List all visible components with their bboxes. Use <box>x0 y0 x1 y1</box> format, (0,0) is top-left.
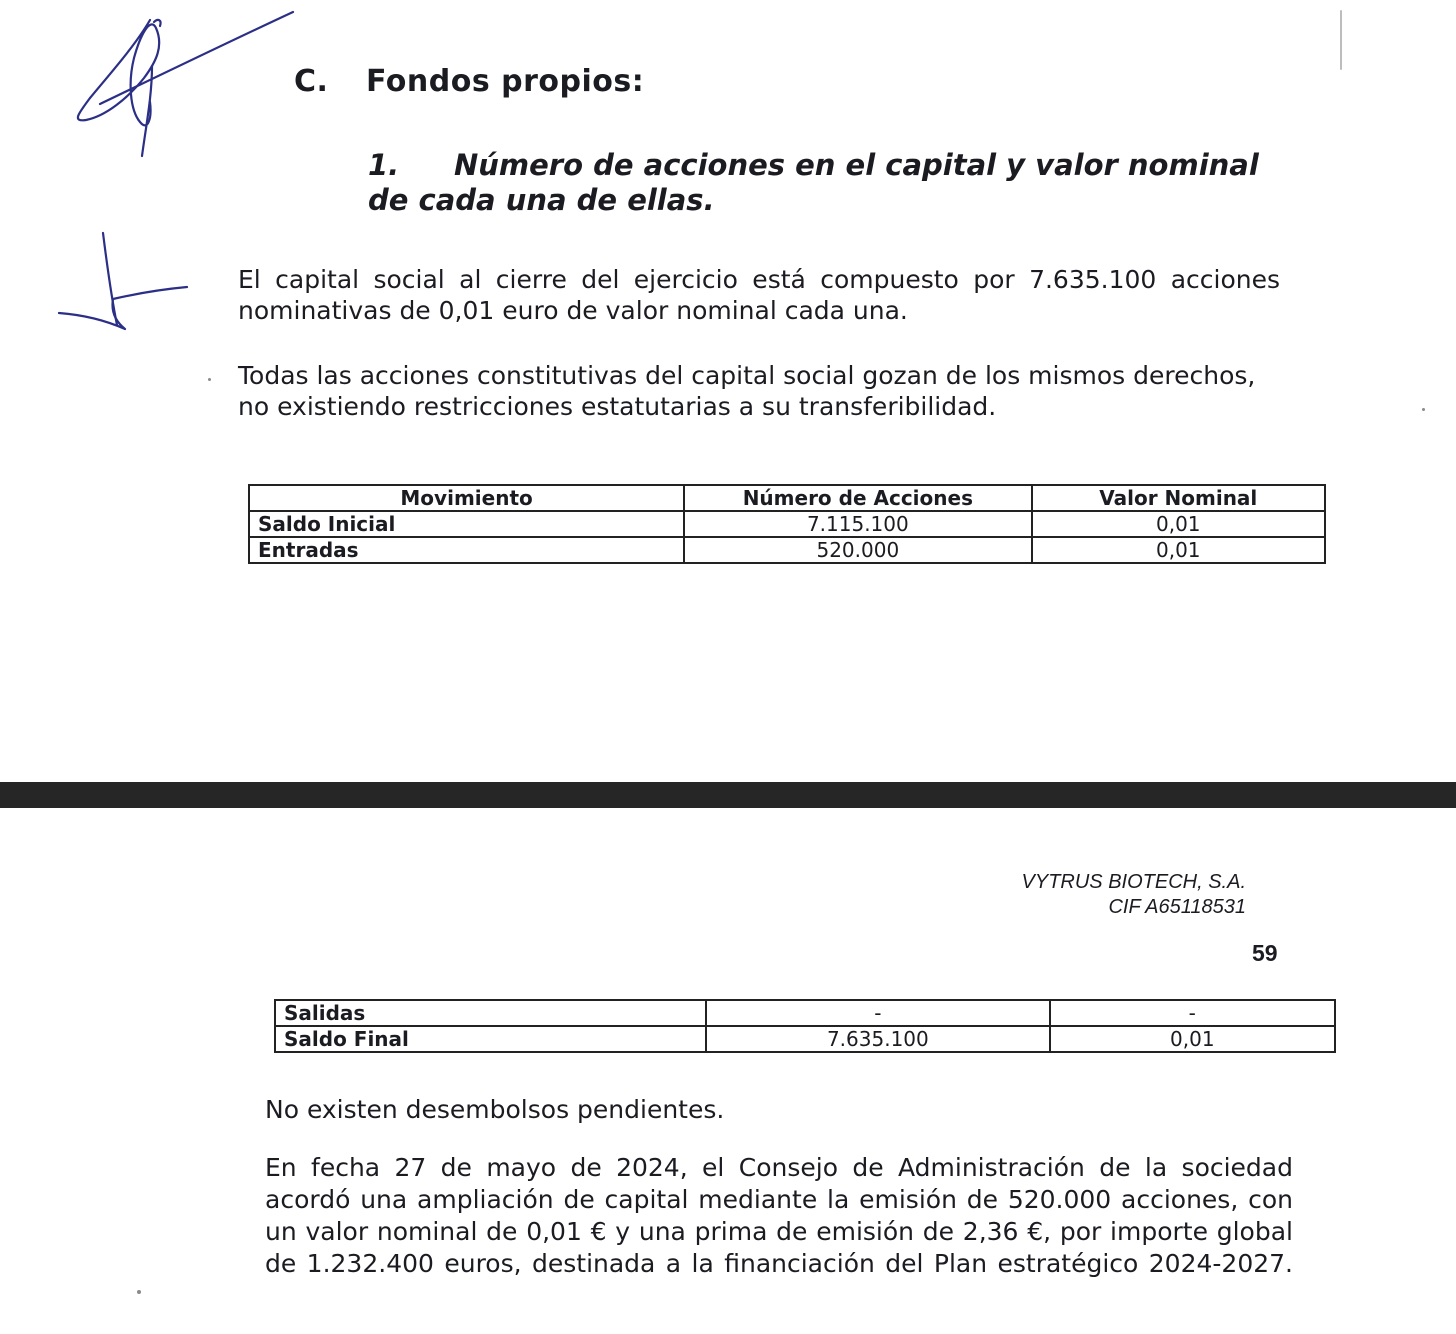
page-divider <box>0 782 1456 808</box>
company-cif: CIF A65118531 <box>1108 896 1246 918</box>
paragraph-disbursements: No existen desembolsos pendientes. <box>265 1095 725 1124</box>
subsection-heading <box>368 148 1288 218</box>
row-nominal: 0,01 <box>1032 537 1325 563</box>
shares-table-part-2 <box>274 999 1336 1053</box>
paragraph-line: Todas las acciones constitutivas del capital social gozan de los mismos derechos, <box>238 361 1256 390</box>
table-row <box>249 537 1325 563</box>
row-movement: Saldo Inicial <box>249 511 684 537</box>
table-row <box>275 1000 1335 1026</box>
column-header-nominal: Valor Nominal <box>1032 485 1325 511</box>
row-shares: 7.115.100 <box>684 511 1031 537</box>
paragraph-capital-increase <box>265 1152 1293 1280</box>
row-shares: 520.000 <box>684 537 1031 563</box>
subsection-title: Número de acciones en el capital y valor nominal de cada una de ellas. <box>368 148 1259 217</box>
row-nominal: 0,01 <box>1050 1026 1335 1052</box>
paragraph-rights <box>238 360 1280 422</box>
shares-table-part-1 <box>248 484 1326 564</box>
table-header-row <box>249 485 1325 511</box>
section-letter: C. <box>294 64 329 99</box>
scan-speck <box>1422 408 1425 411</box>
scan-speck <box>1340 10 1342 70</box>
row-movement: Saldo Final <box>275 1026 706 1052</box>
paragraph-line: de 1.232.400 euros, destinada a la financiación del Plan estratégico 2024-2027. <box>265 1249 1293 1278</box>
scan-speck <box>137 1290 141 1294</box>
table-row <box>275 1026 1335 1052</box>
section-title: Fondos propios: <box>366 64 645 99</box>
row-nominal: 0,01 <box>1032 511 1325 537</box>
scan-speck <box>208 378 211 381</box>
row-shares: - <box>706 1000 1049 1026</box>
paragraph-line: no existiendo restricciones estatutarias a su transferibilidad. <box>238 392 997 421</box>
paragraph-capital <box>238 264 1280 326</box>
paragraph-line: En fecha 27 de mayo de 2024, el Consejo de Administración de la sociedad <box>265 1153 1293 1182</box>
section-heading <box>294 64 644 99</box>
paragraph-line: El capital social al cierre del ejercicio está compuesto por 7.635.100 acciones <box>238 265 1280 294</box>
paragraph-line: acordó una ampliación de capital mediante la emisión de 520.000 acciones, con <box>265 1185 1293 1214</box>
company-header <box>1022 870 1246 920</box>
row-nominal: - <box>1050 1000 1335 1026</box>
page-number: 59 <box>1252 940 1278 966</box>
column-header-shares: Número de Acciones <box>684 485 1031 511</box>
signature-mark-top <box>60 6 305 166</box>
company-name: VYTRUS BIOTECH, S.A. <box>1021 871 1246 893</box>
signature-mark-initials <box>55 225 195 335</box>
row-movement: Salidas <box>275 1000 706 1026</box>
row-shares: 7.635.100 <box>706 1026 1049 1052</box>
row-movement: Entradas <box>249 537 684 563</box>
paragraph-line: un valor nominal de 0,01 € y una prima de emisión de 2,36 €, por importe global <box>265 1217 1293 1246</box>
table-row <box>249 511 1325 537</box>
paragraph-line: nominativas de 0,01 euro de valor nominal cada una. <box>238 296 908 325</box>
column-header-movement: Movimiento <box>249 485 684 511</box>
subsection-number: 1. <box>368 148 400 182</box>
